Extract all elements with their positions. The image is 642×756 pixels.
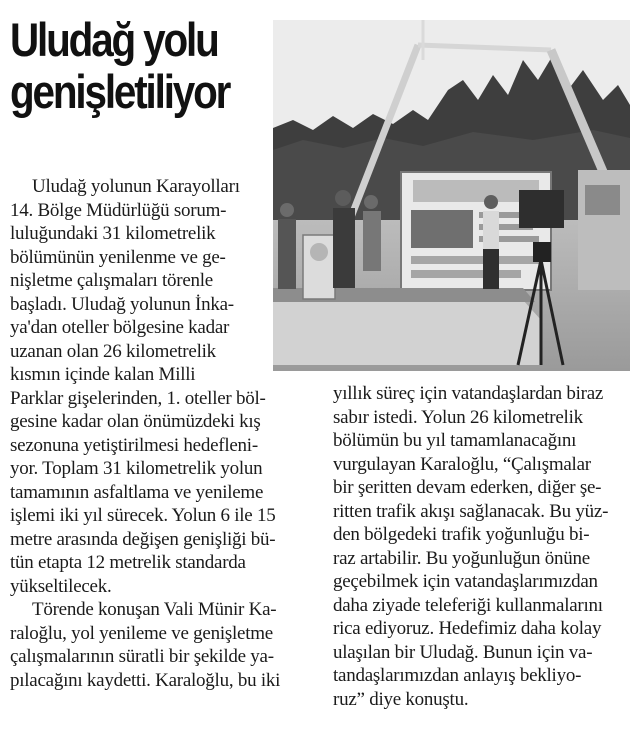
body-line: sezonuna yetiştirilmesi hedefleni- bbox=[10, 434, 258, 456]
body-line: ulaşılan bir Uludağ. Bunun için va- bbox=[333, 641, 593, 663]
headline-line: Uludağ yolu bbox=[10, 13, 218, 66]
body-line: Parklar gişelerinden, 1. oteller böl- bbox=[10, 387, 266, 409]
body-line: çalışmalarının süratli bir şekilde ya- bbox=[10, 646, 274, 667]
body-line: gesine kadar olan önümüzdeki kış bbox=[10, 411, 261, 432]
ceremony-photo bbox=[273, 20, 630, 371]
body-line: ruz” diye konuştu. bbox=[333, 688, 469, 710]
body-line: tandaşlarımızdan anlayış bekliyo- bbox=[333, 665, 582, 686]
body-line: tün etapta 12 metrelik standarda bbox=[10, 552, 246, 573]
body-line: den bölgedeki trafik yoğunluğu bi- bbox=[333, 524, 590, 545]
body-line: yükseltilecek. bbox=[10, 575, 112, 597]
body-line: ritten trafik akışı sağlanacak. Bu yüz- bbox=[333, 500, 609, 522]
body-line: bir şeritten devam ederken, diğer şe- bbox=[333, 477, 602, 498]
body-line: uzanan olan 26 kilometrelik bbox=[10, 340, 216, 362]
body-line: yor. Toplam 31 kilometrelik yolun bbox=[10, 458, 263, 479]
article-column-right bbox=[333, 382, 633, 711]
body-line: metre arasında değişen genişliği bü- bbox=[10, 528, 276, 550]
body-line: nişletme çalışmaları törenle bbox=[10, 270, 213, 291]
headline-line: genişletiliyor bbox=[10, 65, 230, 118]
body-line: bölümünün yenilenme ve ge- bbox=[10, 246, 226, 268]
body-line: pılacağını kaydetti. Karaloğlu, bu iki bbox=[10, 669, 281, 691]
body-line: rica ediyoruz. Hedefimiz daha kolay bbox=[333, 618, 602, 639]
body-line: raz artabilir. Bu yoğunluğun önüne bbox=[333, 547, 590, 569]
body-line: kısmın içinde kalan Milli bbox=[10, 364, 196, 385]
body-line: işlemi iki yıl sürecek. Yolun 6 ile 15 bbox=[10, 505, 276, 526]
body-line: Törende konuşan Vali Münir Ka- bbox=[32, 599, 277, 620]
body-line: Uludağ yolunun Karayolları bbox=[32, 176, 240, 197]
body-line: daha ziyade teleferiği kullanmalarını bbox=[333, 594, 603, 616]
body-line: luluğundaki 31 kilometrelik bbox=[10, 223, 216, 244]
headline bbox=[10, 14, 235, 118]
body-line: geçebilmek için vatandaşlarımızdan bbox=[333, 571, 598, 592]
body-line: sabır istedi. Yolun 26 kilometrelik bbox=[333, 406, 583, 428]
body-line: raloğlu, yol yenileme ve genişletme bbox=[10, 622, 273, 644]
body-line: başladı. Uludağ yolunun İnka- bbox=[10, 293, 234, 315]
body-line: bölümün bu yıl tamamlanacağını bbox=[333, 430, 577, 451]
body-line: ya'dan oteller bölgesine kadar bbox=[10, 317, 230, 338]
body-line: vurgulayan Karaloğlu, “Çalışmalar bbox=[333, 453, 591, 475]
body-line: yıllık süreç için vatandaşlardan biraz bbox=[333, 383, 604, 404]
news-photo bbox=[273, 20, 630, 371]
body-line: tamamının asfaltlama ve yenileme bbox=[10, 481, 264, 503]
body-line: 14. Bölge Müdürlüğü sorum- bbox=[10, 199, 227, 221]
